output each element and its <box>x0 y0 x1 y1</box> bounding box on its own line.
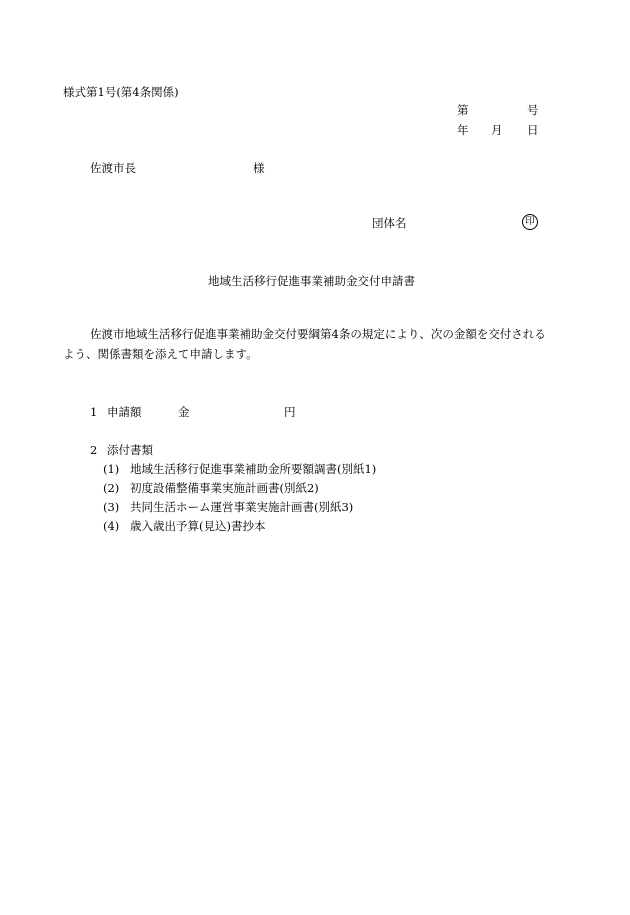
item-2-label: 添付書類 <box>107 443 153 457</box>
form-number: 様式第1号(第4条関係) <box>63 85 179 99</box>
date-year-label: 年 <box>457 123 469 137</box>
date-month-label: 月 <box>491 123 503 137</box>
attachment-label: 初度設備整備事業実施計画書(別紙2) <box>130 481 319 495</box>
application-body <box>63 324 558 364</box>
attachment-number: (4) <box>103 519 120 533</box>
addressee-honorific: 様 <box>253 161 265 175</box>
date-day-label: 日 <box>527 123 539 137</box>
attachment-number: (2) <box>103 481 120 495</box>
body-line-2: よう、関係書類を添えて申請します。 <box>63 347 258 361</box>
attachment-label: 地域生活移行促進事業補助金所要額調書(別紙1) <box>130 462 377 476</box>
attachment-label: 共同生活ホーム運営事業実施計画書(別紙3) <box>130 500 354 514</box>
doc-number-suffix: 号 <box>527 103 539 117</box>
body-line-1: 佐渡市地域生活移行促進事業補助金交付要綱第4条の規定により、次の金額を交付される <box>90 327 546 341</box>
attachment-label: 歳入歳出予算(見込)書抄本 <box>130 519 266 533</box>
item-1-label: 申請額 <box>107 405 142 419</box>
attachment-number: (1) <box>103 462 120 476</box>
seal-mark: 印 <box>522 214 538 230</box>
attachment-number: (3) <box>103 500 120 514</box>
doc-number-prefix: 第 <box>457 103 469 117</box>
item-1-amount-unit: 円 <box>284 405 296 419</box>
document-title: 地域生活移行促進事業補助金交付申請書 <box>208 274 415 288</box>
organization-name-label: 団体名 <box>372 216 407 230</box>
addressee-name: 佐渡市長 <box>90 161 136 175</box>
item-1-amount-prefix: 金 <box>178 405 190 419</box>
item-1-number: 1 <box>90 405 98 419</box>
item-2-number: 2 <box>90 443 98 457</box>
